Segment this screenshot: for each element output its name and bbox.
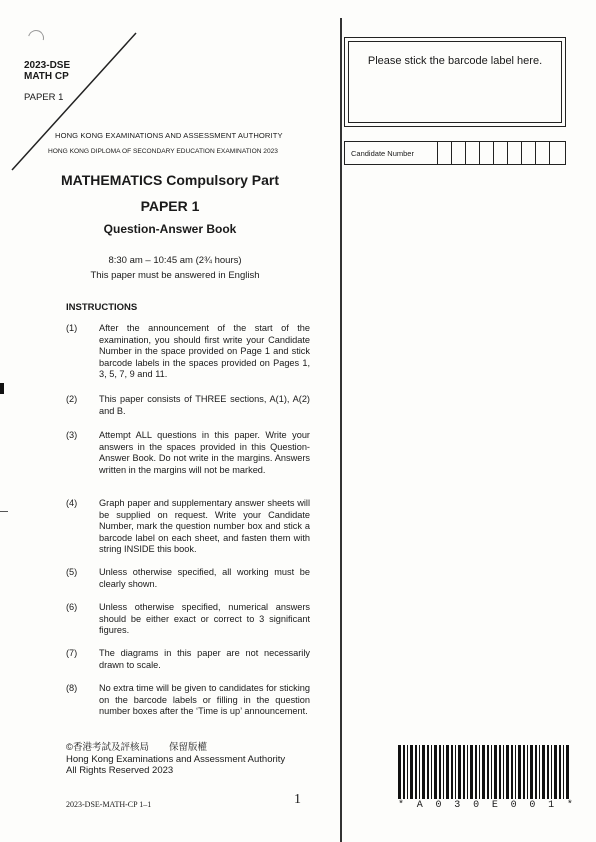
authority-name: HONG KONG EXAMINATIONS AND ASSESSMENT AUTHORITY — [55, 131, 283, 140]
paper-tag: PAPER 1 — [24, 92, 64, 103]
book-title: Question-Answer Book — [103, 222, 237, 236]
instruction-text: This paper consists of THREE sections, A(1), A(2) and B. — [99, 394, 310, 416]
instruction-number: (4) — [66, 498, 78, 508]
copyright-reserved-chinese: 保留版權 — [169, 742, 208, 753]
instruction-text: Unless otherwise specified, all working must be clearly shown. — [99, 567, 310, 589]
instruction-text: Unless otherwise specified, numerical answers should be either exact or correct to 3 significant figures. — [99, 602, 310, 636]
barcode-char: 0 — [473, 800, 480, 811]
barcode-bar — [431, 745, 432, 799]
barcode-char: * — [398, 800, 405, 811]
barcode-bar — [434, 745, 437, 799]
barcode-char: A — [416, 800, 423, 811]
barcode-bar — [491, 745, 492, 799]
barcode-bar — [458, 745, 461, 799]
barcode-bar — [475, 745, 477, 799]
barcode-bar — [559, 745, 561, 799]
barcode-bar — [482, 745, 485, 799]
instruction-text: The diagrams in this paper are not necessarily drawn to scale. — [99, 648, 310, 670]
barcode-bar — [515, 745, 516, 799]
barcode-bar — [566, 745, 569, 799]
barcode-bar — [451, 745, 453, 799]
barcode-char: * — [566, 800, 573, 811]
barcode-bar — [511, 745, 513, 799]
candidate-number-cell — [493, 142, 507, 164]
barcode-box-label: Please stick the barcode label here. — [367, 55, 543, 67]
instruction-text: No extra time will be given to candidates for sticking on the barcode labels or filling in the question number boxes after the ‘Time is up’ announcement. — [99, 683, 310, 717]
barcode-bar — [479, 745, 480, 799]
instruction-number: (1) — [66, 323, 78, 333]
barcode-bar — [523, 745, 525, 799]
barcode-bar — [455, 745, 456, 799]
barcode-char: 0 — [435, 800, 442, 811]
barcode-char: E — [491, 800, 498, 811]
barcode-bar — [422, 745, 425, 799]
instruction-text: After the announcement of the start of the examination, you should first write your Candidate Number in the space provided on Page 1 and stick barcode labels in the spaces provided on Pages 1, 3, 5, 7, 9 and 11. — [99, 323, 310, 380]
barcode-char: 3 — [454, 800, 461, 811]
exam-code-line1: 2023-DSE — [24, 60, 71, 71]
footer-code: 2023-DSE-MATH-CP 1–1 — [66, 800, 152, 809]
instruction-number: (3) — [66, 430, 78, 440]
copyright-chinese: ©香港考試及評核局 — [66, 742, 149, 753]
diploma-name: HONG KONG DIPLOMA OF SECONDARY EDUCATION EXAMINATION 2023 — [48, 148, 278, 155]
candidate-number-cell — [549, 142, 563, 164]
barcode-label-box — [344, 37, 566, 127]
instruction-number: (5) — [66, 567, 78, 577]
barcode-bar — [499, 745, 501, 799]
candidate-number-cell — [535, 142, 549, 164]
subject-title: MATHEMATICS Compulsory Part — [60, 172, 280, 188]
barcode-bar — [547, 745, 549, 799]
barcode-bar — [551, 745, 552, 799]
barcode-char: 0 — [510, 800, 517, 811]
candidate-number-cell — [479, 142, 493, 164]
barcode-bar — [463, 745, 465, 799]
candidate-number-cell — [521, 142, 535, 164]
barcode-bar — [527, 745, 528, 799]
scan-tick — [0, 511, 8, 512]
copyright-english: Hong Kong Examinations and Assessment Authority — [66, 753, 286, 765]
barcode-bar — [518, 745, 521, 799]
exam-code-line2: MATH CP — [24, 71, 69, 82]
candidate-number-box — [344, 141, 566, 165]
barcode-bar — [470, 745, 473, 799]
barcode-bar — [535, 745, 537, 799]
barcode-bar — [506, 745, 509, 799]
instructions-heading: INSTRUCTIONS — [66, 302, 138, 313]
page-divider — [340, 18, 342, 842]
barcode-bar — [439, 745, 441, 799]
barcode-bar — [487, 745, 489, 799]
candidate-number-cell — [451, 142, 465, 164]
language-note: This paper must be answered in English — [90, 270, 260, 281]
instruction-number: (6) — [66, 602, 78, 612]
copyright-rights: All Rights Reserved 2023 — [66, 765, 174, 776]
barcode-bar — [403, 745, 405, 799]
candidate-number-cell — [437, 142, 451, 164]
scan-mark — [0, 383, 4, 394]
exam-time: 8:30 am – 10:45 am (2¾ hours) — [108, 255, 242, 266]
instruction-text: Graph paper and supplementary answer sheets will be supplied on request. Write your Candidate Number, mark the question number box and stick a barcode label on each sheet, and fasten them with string INSIDE this book. — [99, 498, 310, 555]
barcode-bar — [503, 745, 504, 799]
barcode-bar — [530, 745, 533, 799]
page-number: 1 — [294, 792, 301, 807]
instruction-number: (2) — [66, 394, 78, 404]
candidate-number-cell — [507, 142, 521, 164]
barcode-text — [398, 800, 573, 811]
barcode-char: 1 — [548, 800, 555, 811]
barcode-bar — [494, 745, 497, 799]
barcode-bar — [415, 745, 417, 799]
instruction-text: Attempt ALL questions in this paper. Write your answers in the spaces provided in this Question-Answer Book. Do not write in the margins. Answers written in the margins will not be marked. — [99, 430, 310, 475]
barcode-bars — [398, 745, 573, 799]
copyright-block — [66, 742, 285, 777]
instruction-number: (7) — [66, 648, 78, 658]
barcode-bar — [410, 745, 413, 799]
barcode-bar — [419, 745, 420, 799]
candidate-number-cell — [465, 142, 479, 164]
barcode-bar — [554, 745, 557, 799]
barcode-bar — [446, 745, 449, 799]
barcode-char: 0 — [529, 800, 536, 811]
barcode-bar — [539, 745, 540, 799]
barcode-bar — [398, 745, 401, 799]
barcode-bar — [467, 745, 468, 799]
barcode-bar — [427, 745, 429, 799]
barcode-bar — [563, 745, 564, 799]
barcode-bar — [443, 745, 444, 799]
barcode-bar — [407, 745, 408, 799]
barcode-bar — [542, 745, 545, 799]
candidate-number-label: Candidate Number — [351, 149, 414, 158]
instruction-number: (8) — [66, 683, 78, 693]
paper-title: PAPER 1 — [140, 198, 200, 214]
